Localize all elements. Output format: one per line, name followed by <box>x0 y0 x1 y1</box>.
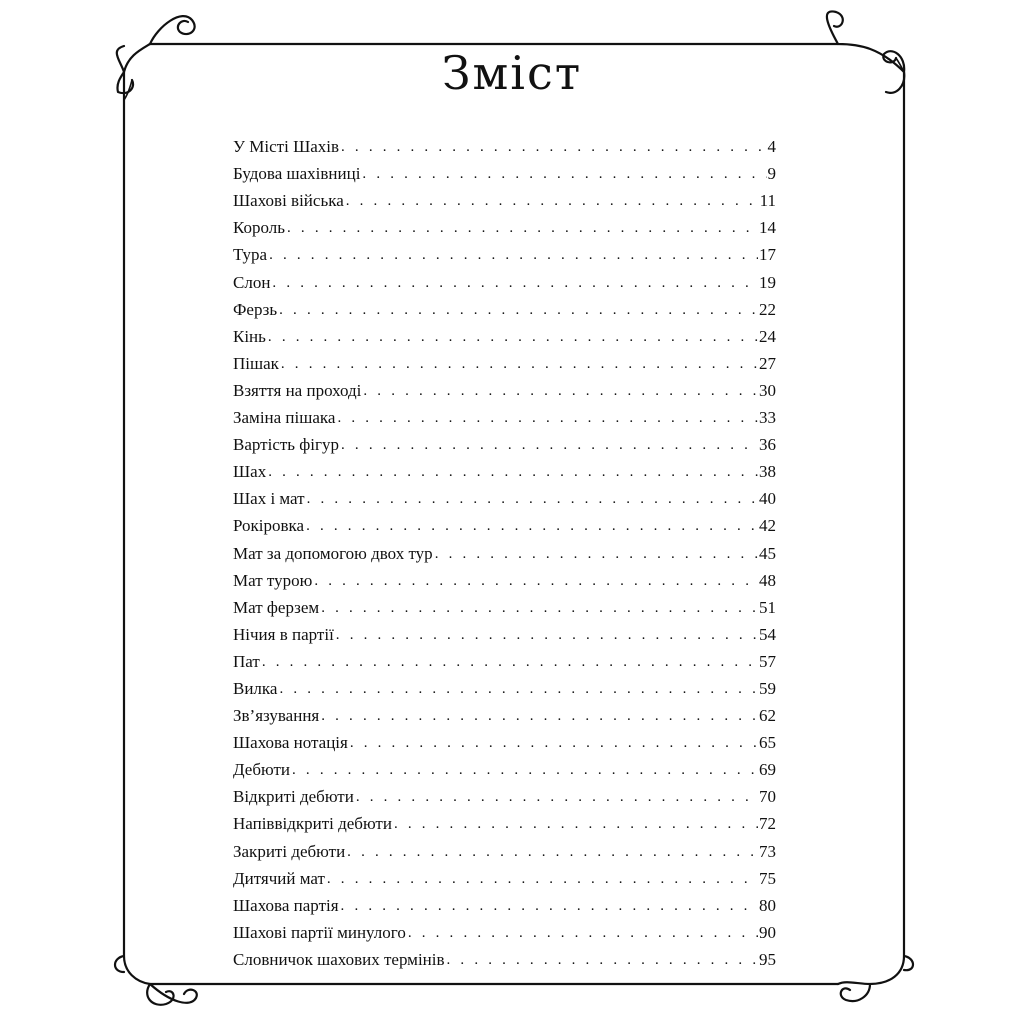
toc-entry-title: Дитячий мат <box>233 868 325 888</box>
toc-entry-title: Шахові війська <box>233 191 344 211</box>
toc-entry-title: Пат <box>233 651 260 671</box>
toc-entry-page-number: 4 <box>767 137 776 157</box>
toc-entry <box>233 618 776 645</box>
toc-dot-leader <box>341 896 758 916</box>
toc-entry-title: Вартість фігур <box>233 435 340 455</box>
toc-entry-page-number: 72 <box>759 814 776 834</box>
toc-entry-title: Шах і мат <box>233 489 305 509</box>
toc-entry-page-number: 33 <box>759 408 776 428</box>
toc-entry-page-number: 38 <box>759 462 776 482</box>
toc-entry-title: Шах <box>233 462 267 482</box>
toc-dot-leader <box>279 300 758 320</box>
toc-entry-title: Нічия в партії <box>233 624 334 644</box>
toc-entry-title: Вилка <box>233 678 278 698</box>
toc-entry <box>233 645 776 672</box>
toc-dot-leader <box>341 137 766 157</box>
toc-entry-title: Зв’язування <box>233 706 320 726</box>
toc-entry-page-number: 14 <box>759 218 776 238</box>
toc-entry <box>233 889 776 916</box>
toc-entry-title: Будова шахівниці <box>233 164 361 184</box>
toc-dot-leader <box>314 571 758 591</box>
toc-entry-page-number: 42 <box>759 516 776 536</box>
toc-dot-leader <box>394 814 758 834</box>
toc-entry <box>233 699 776 726</box>
toc-entry-title: Мат за допомогою двох тур <box>233 543 433 563</box>
toc-entry-title: Ферзь <box>233 299 278 319</box>
toc-dot-leader <box>287 218 758 238</box>
toc-entry <box>233 591 776 618</box>
toc-entry-title: Шахова нотація <box>233 733 348 753</box>
toc-entry <box>233 862 776 889</box>
toc-entry-title: Слон <box>233 272 271 292</box>
toc-dot-leader <box>447 950 758 970</box>
toc-entry-page-number: 40 <box>759 489 776 509</box>
toc-entry <box>233 157 776 184</box>
toc-dot-leader <box>435 544 758 564</box>
toc-entry <box>233 374 776 401</box>
toc-entry-page-number: 59 <box>759 678 776 698</box>
toc-entry-title: Дебюти <box>233 760 291 780</box>
toc-entry-title: Мат ферзем <box>233 597 320 617</box>
toc-entry-title: Закриті дебюти <box>233 841 346 861</box>
toc-dot-leader <box>268 327 758 347</box>
toc-entry <box>233 726 776 753</box>
toc-dot-leader <box>321 706 758 726</box>
toc-entry <box>233 238 776 265</box>
toc-dot-leader <box>307 489 758 509</box>
toc-entry-page-number: 48 <box>759 570 776 590</box>
toc-entry-title: Рокіровка <box>233 516 305 536</box>
toc-dot-leader <box>268 462 758 482</box>
toc-dot-leader <box>363 381 758 401</box>
toc-entry <box>233 834 776 861</box>
toc-dot-leader <box>327 869 758 889</box>
toc-entry <box>233 428 776 455</box>
toc-entry <box>233 536 776 563</box>
toc-entry-page-number: 45 <box>759 543 776 563</box>
toc-entry-page-number: 62 <box>759 706 776 726</box>
toc-dot-leader <box>269 245 758 265</box>
toc-dot-leader <box>306 516 758 536</box>
toc-entry <box>233 130 776 157</box>
toc-entry-page-number: 27 <box>759 353 776 373</box>
toc-dot-leader <box>341 435 758 455</box>
toc-dot-leader <box>347 842 758 862</box>
toc-entry-page-number: 69 <box>759 760 776 780</box>
toc-entry-title: Шахова партія <box>233 895 339 915</box>
toc-dot-leader <box>272 273 758 293</box>
toc-entry-title: Король <box>233 218 286 238</box>
toc-entry-title: У Місті Шахів <box>233 137 340 157</box>
toc-dot-leader <box>292 760 758 780</box>
toc-entry-title: Взяття на проході <box>233 380 362 400</box>
toc-entry-title: Словничок шахових термінів <box>233 949 445 969</box>
toc-dot-leader <box>350 733 758 753</box>
toc-dot-leader <box>262 652 758 672</box>
toc-entry <box>233 184 776 211</box>
toc-entry-title: Тура <box>233 245 268 265</box>
toc-dot-leader <box>337 408 758 428</box>
frame-curl-bottom-left <box>115 956 197 1005</box>
toc-entry-title: Шахові партії минулого <box>233 922 406 942</box>
toc-entry-page-number: 73 <box>759 841 776 861</box>
toc-entry <box>233 347 776 374</box>
toc-entry-page-number: 70 <box>759 787 776 807</box>
toc-entry-title: Кінь <box>233 326 266 346</box>
frame-curl-bottom-right <box>838 956 913 1001</box>
toc-entry <box>233 455 776 482</box>
toc-entry-page-number: 19 <box>759 272 776 292</box>
toc-dot-leader <box>281 354 758 374</box>
toc-entry-title: Напіввідкриті дебюти <box>233 814 392 834</box>
toc-entry-page-number: 9 <box>767 164 776 184</box>
toc-entry <box>233 401 776 428</box>
toc-entry-page-number: 17 <box>759 245 776 265</box>
toc-dot-leader <box>346 191 759 211</box>
toc-entry <box>233 672 776 699</box>
toc-entry-page-number: 75 <box>759 868 776 888</box>
toc-entry <box>233 943 776 970</box>
toc-entry-page-number: 24 <box>759 326 776 346</box>
page-title: Зміст <box>441 46 583 100</box>
toc-entry <box>233 509 776 536</box>
toc-entry-page-number: 11 <box>759 191 776 211</box>
toc-entry <box>233 780 776 807</box>
toc-entry-page-number: 57 <box>759 651 776 671</box>
toc-dot-leader <box>279 679 758 699</box>
toc-entry <box>233 320 776 347</box>
toc-entry-title: Мат турою <box>233 570 313 590</box>
toc-entry-page-number: 51 <box>759 597 776 617</box>
toc-entry <box>233 916 776 943</box>
toc-dot-leader <box>356 787 758 807</box>
table-of-contents <box>233 130 776 970</box>
toc-entry <box>233 753 776 780</box>
toc-dot-leader <box>408 923 758 943</box>
toc-entry-page-number: 65 <box>759 733 776 753</box>
toc-entry-title: Заміна пішака <box>233 408 336 428</box>
toc-entry <box>233 482 776 509</box>
toc-entry-title: Відкриті дебюти <box>233 787 354 807</box>
toc-entry-page-number: 30 <box>759 380 776 400</box>
toc-entry-title: Пішак <box>233 353 279 373</box>
toc-entry-page-number: 80 <box>759 895 776 915</box>
toc-entry-page-number: 22 <box>759 299 776 319</box>
toc-entry <box>233 807 776 834</box>
toc-entry <box>233 265 776 292</box>
toc-entry-page-number: 54 <box>759 624 776 644</box>
toc-dot-leader <box>321 598 758 618</box>
toc-entry <box>233 211 776 238</box>
toc-entry-page-number: 36 <box>759 435 776 455</box>
toc-dot-leader <box>362 164 766 184</box>
toc-entry <box>233 293 776 320</box>
toc-entry <box>233 564 776 591</box>
toc-entry-page-number: 95 <box>759 949 776 969</box>
toc-dot-leader <box>336 625 758 645</box>
toc-entry-page-number: 90 <box>759 922 776 942</box>
